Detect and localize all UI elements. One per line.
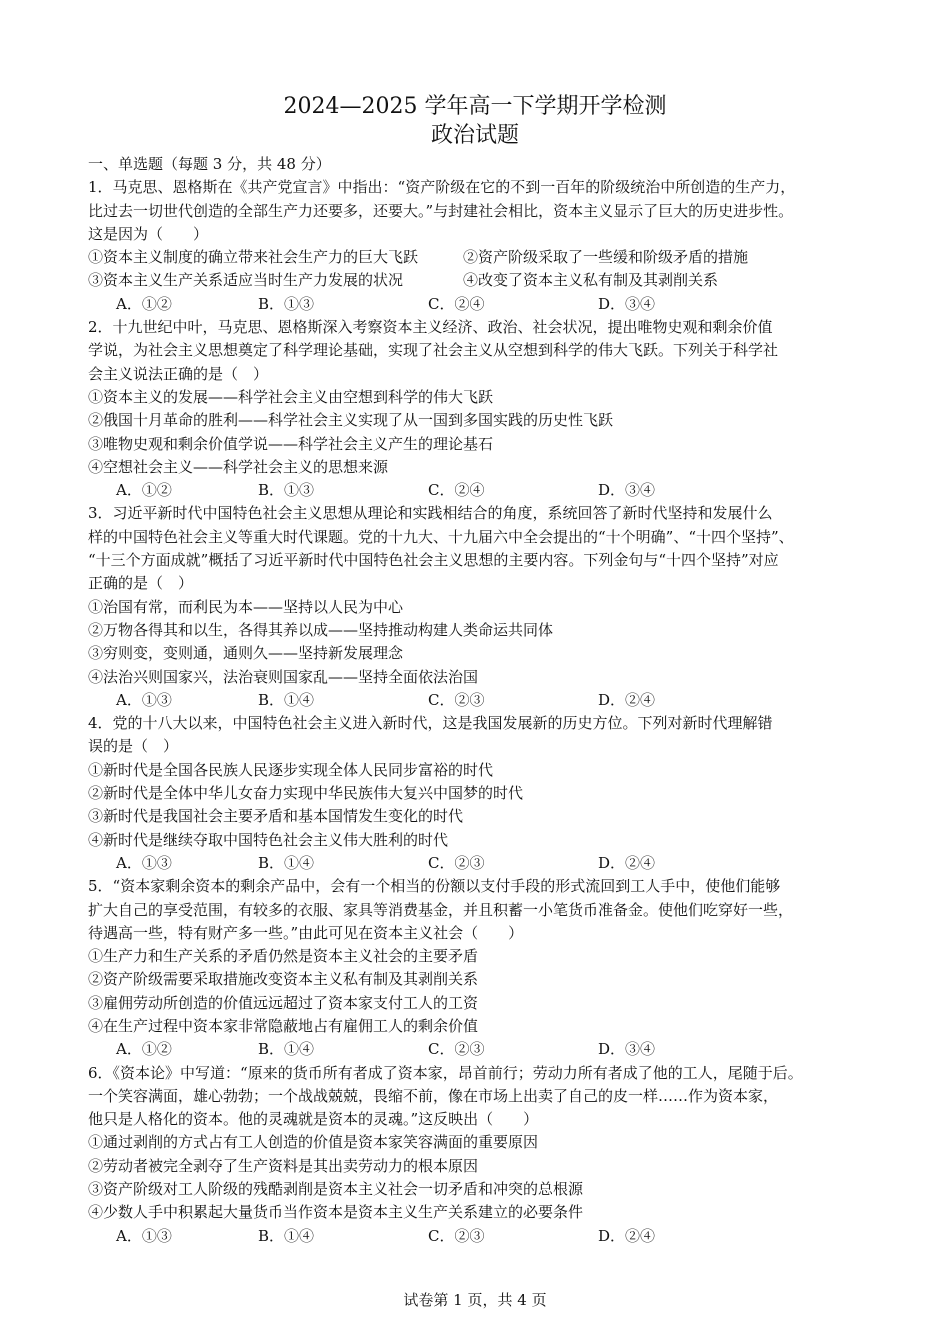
- answer-options: [88, 479, 908, 502]
- question-line: 6．《资本论》中写道：“原来的货币所有者成了资本家，昂首前行；劳动力所有者成了他的工人，尾随于后。: [88, 1063, 803, 1082]
- answer-option: A．①②: [116, 1040, 172, 1059]
- question-line: 3．习近平新时代中国特色社会主义思想从理论和实践相结合的角度，系统回答了新时代坚持和发展什么: [88, 504, 773, 523]
- question-6: [88, 1062, 908, 1248]
- question-line: 这是因为（ ）: [88, 224, 209, 243]
- question-line: 5．“资本家剩余资本的剩余产品中，会有一个相当的份额以支付手段的形式流回到工人手中，使他们能够: [88, 877, 781, 896]
- answer-option: A．①②: [116, 294, 172, 313]
- answer-option: A．①③: [116, 690, 172, 709]
- question-list: [88, 176, 908, 1248]
- question-line: ①生产力和生产关系的矛盾仍然是资本主义社会的主要矛盾: [88, 947, 479, 966]
- question-line: 会主义说法正确的是（ ）: [88, 364, 269, 383]
- answer-option: C．②③: [428, 690, 485, 709]
- question-line: 4．党的十八大以来，中国特色社会主义进入新时代，这是我国发展新的历史方位。下列对新时代理解错: [88, 714, 773, 733]
- question-line: ①资本主义的发展——科学社会主义由空想到科学的伟大飞跃: [88, 387, 494, 406]
- question-line: 1．马克思、恩格斯在《共产党宣言》中指出：“资产阶级在它的不到一百年的阶级统治中所创造的生产力，: [88, 178, 796, 197]
- question-line: ③资产阶级对工人阶级的残酷剥削是资本主义社会一切矛盾和冲突的总根源: [88, 1180, 584, 1199]
- answer-option: B．①④: [258, 1226, 315, 1245]
- question-line: ②万物各得其和以生，各得其养以成——坚持推动构建人类命运共同体: [88, 620, 554, 639]
- answer-option: C．②④: [428, 481, 485, 500]
- question-line: ④在生产过程中资本家非常隐蔽地占有雇佣工人的剩余价值: [88, 1016, 479, 1035]
- question-3: [88, 502, 908, 712]
- question-line: ③资本主义生产关系适应当时生产力发展的状况 ④改变了资本主义私有制及其剥削关系: [88, 271, 719, 290]
- question-line: ①通过剥削的方式占有工人创造的价值是资本家笑容满面的重要原因: [88, 1133, 539, 1152]
- question-4: [88, 712, 908, 875]
- answer-options: [88, 689, 908, 712]
- question-line: 他只是人格化的资本。他的灵魂就是资本的灵魂。”这反映出（ ）: [88, 1110, 539, 1129]
- answer-option: B．①③: [258, 481, 315, 500]
- question-line: “十三个方面成就”概括了习近平新时代中国特色社会主义思想的主要内容。下列金句与“十四个坚持”对应: [88, 551, 779, 570]
- answer-option: D．②④: [598, 1226, 656, 1245]
- answer-option: B．①④: [258, 1040, 315, 1059]
- question-line: ③新时代是我国社会主要矛盾和基本国情发生变化的时代: [88, 807, 464, 826]
- question-line: 比过去一切世代创造的全部生产力还要多，还要大。”与封建社会相比，资本主义显示了巨大的历史进步性。: [88, 201, 794, 220]
- answer-option: C．②③: [428, 853, 485, 872]
- question-line: 2．十九世纪中叶，马克思、恩格斯深入考察资本主义经济、政治、社会状况，提出唯物史观和剩余价值: [88, 318, 773, 337]
- question-line: 误的是（ ）: [88, 737, 179, 756]
- question-line: ③唯物史观和剩余价值学说——科学社会主义产生的理论基石: [88, 434, 494, 453]
- exam-subtitle: 政治试题: [430, 123, 519, 148]
- question-line: ③穷则变，变则通，通则久——坚持新发展理念: [88, 644, 404, 663]
- question-line: ②新时代是全体中华儿女奋力实现中华民族伟大复兴中国梦的时代: [88, 784, 524, 803]
- question-line: ③雇佣劳动所创造的价值远远超过了资本家支付工人的工资: [88, 993, 479, 1012]
- question-line: 样的中国特色社会主义等重大时代课题。党的十九大、十九届六中全会提出的“十个明确”、“十四个坚持”、: [88, 527, 794, 546]
- question-line: 扩大自己的享受范围，有较多的衣服、家具等消费基金，并且积蓄一小笔货币准备金。使他们吃穿好一些，: [88, 900, 794, 919]
- answer-option: D．③④: [598, 294, 656, 313]
- answer-option: A．①②: [116, 481, 172, 500]
- question-line: ②资产阶级需要采取措施改变资本主义私有制及其剥削关系: [88, 970, 479, 989]
- question-line: ②俄国十月革命的胜利——科学社会主义实现了从一国到多国实践的历史性飞跃: [88, 411, 614, 430]
- question-line: 一个笑容满面，雄心勃勃；一个战战兢兢，畏缩不前，像在市场上出卖了自己的皮一样……作为资本家，: [88, 1086, 779, 1105]
- question-line: ④少数人手中积累起大量货币当作资本是资本主义生产关系建立的必要条件: [88, 1203, 584, 1222]
- answer-option: B．①③: [258, 294, 315, 313]
- answer-option: A．①③: [116, 853, 172, 872]
- answer-option: D．②④: [598, 853, 656, 872]
- page-footer: 试卷第 1 页，共 4 页: [403, 1291, 547, 1309]
- answer-option: D．③④: [598, 1040, 656, 1059]
- question-line: ①资本主义制度的确立带来社会生产力的巨大飞跃 ②资产阶级采取了一些缓和阶级矛盾的措施: [88, 248, 749, 267]
- answer-option: A．①③: [116, 1226, 172, 1245]
- answer-option: C．②③: [428, 1040, 485, 1059]
- exam-title: 2024—2025 学年高一下学期开学检测: [283, 94, 667, 119]
- answer-option: B．①④: [258, 690, 315, 709]
- answer-options: [88, 293, 908, 316]
- question-line: ④空想社会主义——科学社会主义的思想来源: [88, 457, 389, 476]
- answer-options: [88, 1225, 908, 1248]
- question-line: ①治国有常，而利民为本——坚持以人民为中心: [88, 597, 404, 616]
- question-line: 正确的是（ ）: [88, 574, 194, 593]
- exam-content: [88, 153, 908, 1248]
- answer-option: C．②④: [428, 294, 485, 313]
- question-line: 待遇高一些，特有财产多一些。”由此可见在资本主义社会（ ）: [88, 923, 524, 942]
- answer-option: C．②③: [428, 1226, 485, 1245]
- question-line: ②劳动者被完全剥夺了生产资料是其出卖劳动力的根本原因: [88, 1156, 479, 1175]
- question-line: ④新时代是继续夺取中国特色社会主义伟大胜利的时代: [88, 830, 449, 849]
- question-line: 学说，为社会主义思想奠定了科学理论基础，实现了社会主义从空想到科学的伟大飞跃。下列关于科学社: [88, 341, 779, 360]
- question-5: [88, 875, 908, 1061]
- answer-options: [88, 852, 908, 875]
- answer-options: [88, 1038, 908, 1061]
- question-line: ④法治兴则国家兴，法治衰则国家乱——坚持全面依法治国: [88, 667, 479, 686]
- question-2: [88, 316, 908, 502]
- question-1: [88, 176, 908, 316]
- answer-option: B．①④: [258, 853, 315, 872]
- question-line: ①新时代是全国各民族人民逐步实现全体人民同步富裕的时代: [88, 760, 494, 779]
- answer-option: D．②④: [598, 690, 656, 709]
- answer-option: D．③④: [598, 481, 656, 500]
- section-heading: 一、单选题（每题 3 分，共 48 分）: [88, 155, 331, 173]
